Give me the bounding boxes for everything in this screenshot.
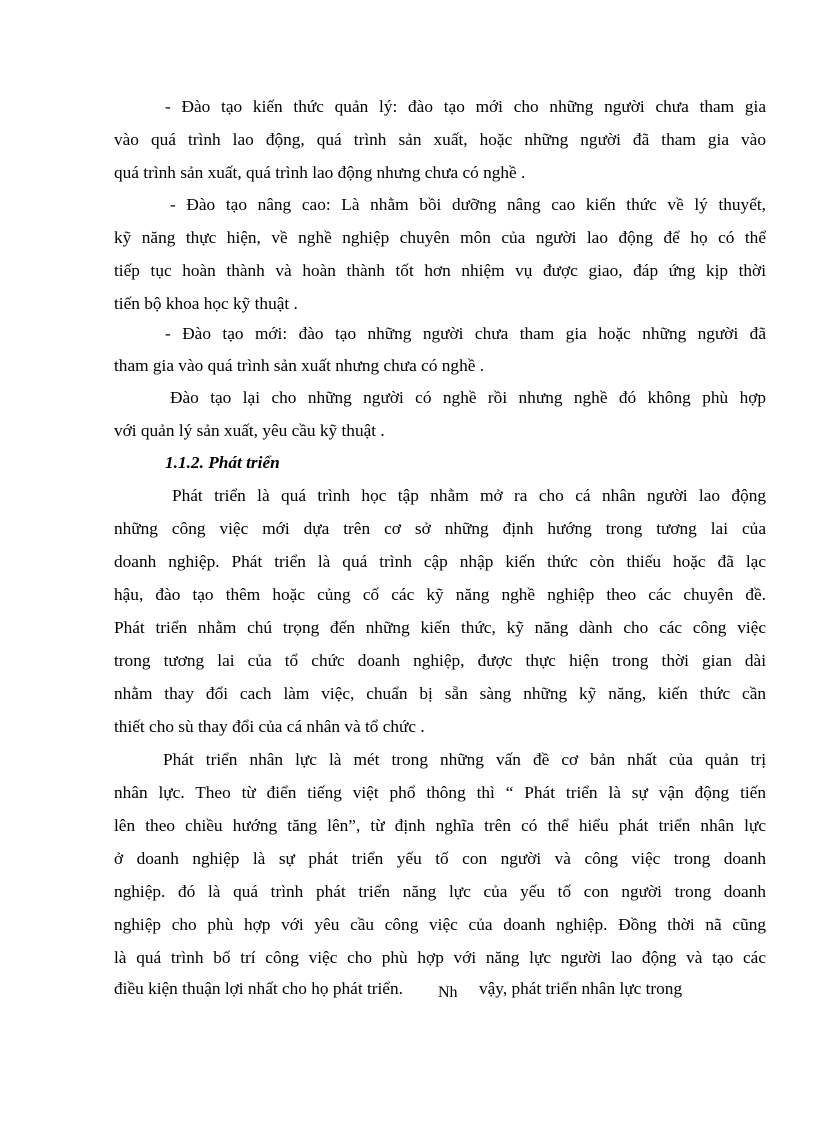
paragraph-line: tham gia vào quá trình sản xuất nhưng chưa có nghề . xyxy=(114,356,485,375)
paragraph-line: với quản lý sản xuất, yêu cầu kỹ thuật . xyxy=(114,421,385,440)
paragraph-line: ở doanh nghiệp là sự phát triển yếu tố con người và công việc trong doanh xyxy=(114,849,766,868)
paragraph-line: điều kiện thuận lợi nhất cho họ phát triển. xyxy=(114,979,403,998)
paragraph-line: hậu, đào tạo thêm hoặc củng cố các kỹ năng nghề nghiệp theo các chuyên đề. xyxy=(114,585,766,604)
paragraph-line: nghiệp cho phù hợp với yêu cầu công việc của doanh nghiệp. Đồng thời nã cũng xyxy=(114,915,766,934)
paragraph-fragment: vậy, phát triển nhân lực trong xyxy=(479,979,683,998)
paragraph-line: doanh nghiệp. Phát triển là quá trình cập nhập kiến thức còn thiếu hoặc đã lạc xyxy=(114,552,766,571)
paragraph-line: trong tương lai của tổ chức doanh nghiệp, được thực hiện trong thời gian dài xyxy=(114,651,766,670)
paragraph-line: là quá trình bố trí công việc cho phù hợp với năng lực người lao động và tạo các xyxy=(114,948,766,967)
paragraph-line: thiết cho sù thay đổi của cá nhân và tổ chức . xyxy=(114,717,425,736)
paragraph-line: - Đào tạo mới: đào tạo những người chưa tham gia hoặc những người đã xyxy=(165,324,766,343)
paragraph-line: Phát triển nhân lực là mét trong những vấn đề cơ bản nhất của quản trị xyxy=(163,750,766,769)
section-heading: 1.1.2. Phát triển xyxy=(165,453,280,472)
paragraph-line: nghiệp. đó là quá trình phát triển năng lực của yếu tố con người trong doanh xyxy=(114,882,766,901)
paragraph-line: tiến bộ khoa học kỹ thuật . xyxy=(114,294,298,313)
paragraph-line: Đào tạo lại cho những người có nghề rồi nhưng nghề đó không phù hợp xyxy=(170,388,766,407)
paragraph-line: quá trình sản xuất, quá trình lao động nhưng chưa có nghề . xyxy=(114,163,526,182)
paragraph-line: kỹ năng thực hiện, về nghề nghiệp chuyên môn của người lao động để họ có thể xyxy=(114,228,766,247)
paragraph-fragment: Nh xyxy=(438,984,458,1001)
paragraph-line: Phát triển nhằm chú trọng đến những kiến thức, kỹ năng dành cho các công việc xyxy=(114,618,766,637)
paragraph-line: - Đào tạo kiến thức quản lý: đào tạo mới cho những người chưa tham gia xyxy=(165,97,766,116)
paragraph-line: nhân lực. Theo từ điển tiếng việt phổ thông thì “ Phát triển là sự vận động tiến xyxy=(114,783,766,802)
paragraph-line: nhằm thay đổi cach làm việc, chuẩn bị sẵn sàng những kỹ năng, kiến thức cần xyxy=(114,684,766,703)
paragraph-line: tiếp tục hoàn thành và hoàn thành tốt hơn nhiệm vụ được giao, đáp ứng kịp thời xyxy=(114,261,766,280)
paragraph-line: Phát triển là quá trình học tập nhằm mở ra cho cá nhân người lao động xyxy=(172,486,766,505)
paragraph-line: lên theo chiều hướng tăng lên”, từ định nghĩa trên có thể hiểu phát triển nhân lực xyxy=(114,816,766,835)
paragraph-line: - Đào tạo nâng cao: Là nhằm bồi dưỡng nâng cao kiến thức về lý thuyết, xyxy=(170,195,766,214)
paragraph-line: vào quá trình lao động, quá trình sản xuất, hoặc những người đã tham gia vào xyxy=(114,130,766,149)
paragraph-line: những công việc mới dựa trên cơ sở những định hướng trong tương lai của xyxy=(114,519,766,538)
